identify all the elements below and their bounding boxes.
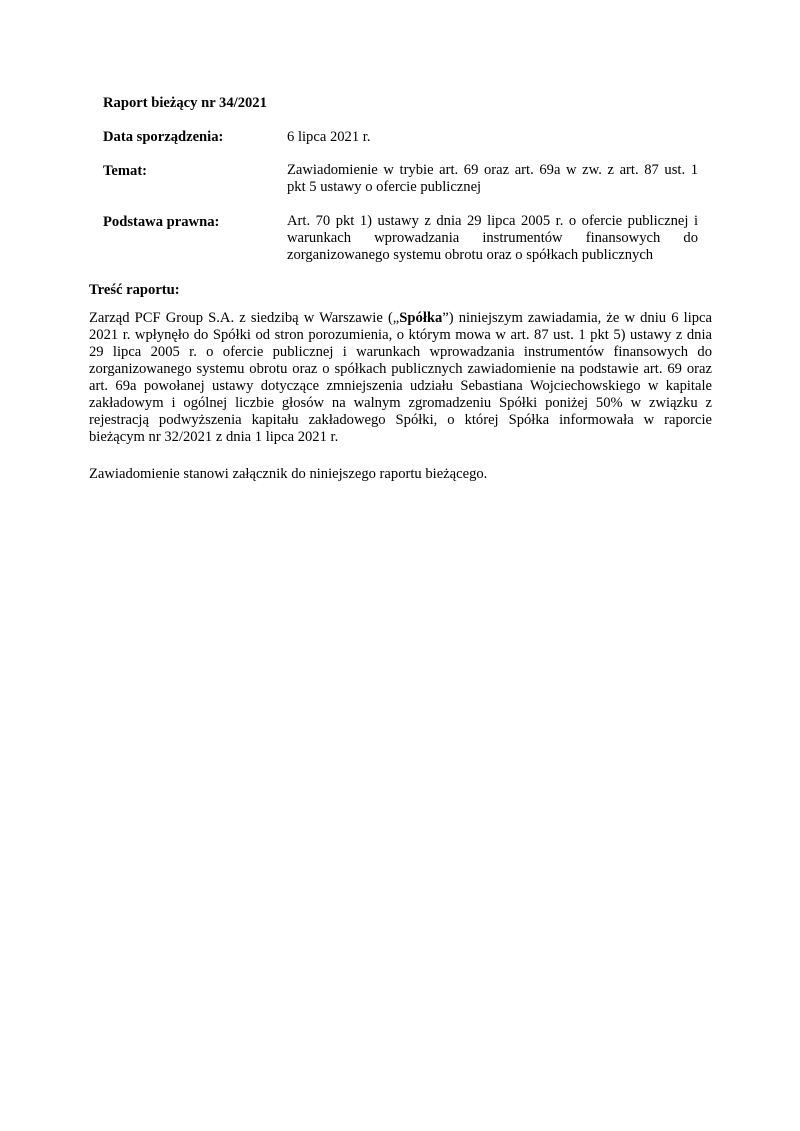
field-value-date: 6 lipca 2021 r. — [287, 129, 371, 145]
content-paragraph-line: art. 69a powołanej ustawy dotyczące zmniejszenia udziału Sebastiana Wojciechowskiego w kapitale — [89, 378, 712, 394]
content-paragraph-line: zakładowym i ogólnej liczbie głosów na walnym zgromadzeniu Spółki poniżej 50% w związku z — [89, 395, 712, 411]
report-title: Raport bieżący nr 34/2021 — [103, 95, 267, 111]
content-paragraph-line: rejestracją podwyższenia kapitału zakładowego Spółki, o której Spółka informowała w raporcie — [89, 412, 712, 428]
company-defined-term: Spółka — [399, 310, 443, 326]
content-paragraph-line: zorganizowanego systemu obrotu oraz o spółkach publicznych zawiadomienie na podstawie art. 69 oraz — [89, 361, 712, 377]
content-paragraph-line: bieżącym nr 32/2021 z dnia 1 lipca 2021 r. — [89, 429, 339, 445]
text-segment: ”) niniejszym zawiadamia, że w dniu 6 lipca — [442, 310, 712, 326]
field-value-legal-basis-line: Art. 70 pkt 1) ustawy z dnia 29 lipca 2005 r. o ofercie publicznej i — [287, 213, 698, 229]
field-label-legal-basis: Podstawa prawna: — [103, 214, 220, 230]
content-paragraph-line: 2021 r. wpłynęło do Spółki od stron porozumienia, o którym mowa w art. 87 ust. 1 pkt 5) ustawy z dnia — [89, 327, 712, 343]
field-label-subject: Temat: — [103, 163, 148, 179]
field-value-subject-line: Zawiadomienie w trybie art. 69 oraz art. 69a w zw. z art. 87 ust. 1 — [287, 162, 698, 178]
text-segment: Zarząd PCF Group S.A. z siedzibą w Warszawie („ — [89, 310, 400, 326]
field-value-legal-basis-line: warunkach wprowadzania instrumentów finansowych do — [287, 230, 698, 246]
field-value-subject-line: pkt 5 ustawy o ofercie publicznej — [287, 179, 482, 195]
field-value-legal-basis-line: zorganizowanego systemu obrotu oraz o spółkach publicznych — [287, 247, 654, 263]
field-label-date: Data sporządzenia: — [103, 129, 224, 145]
content-paragraph-line — [89, 310, 712, 327]
content-paragraph-line: 29 lipca 2005 r. o ofercie publicznej i warunkach wprowadzania instrumentów finansowych do — [89, 344, 712, 360]
content-heading: Treść raportu: — [89, 282, 180, 298]
attachment-note: Zawiadomienie stanowi załącznik do niniejszego raportu bieżącego. — [89, 466, 488, 482]
